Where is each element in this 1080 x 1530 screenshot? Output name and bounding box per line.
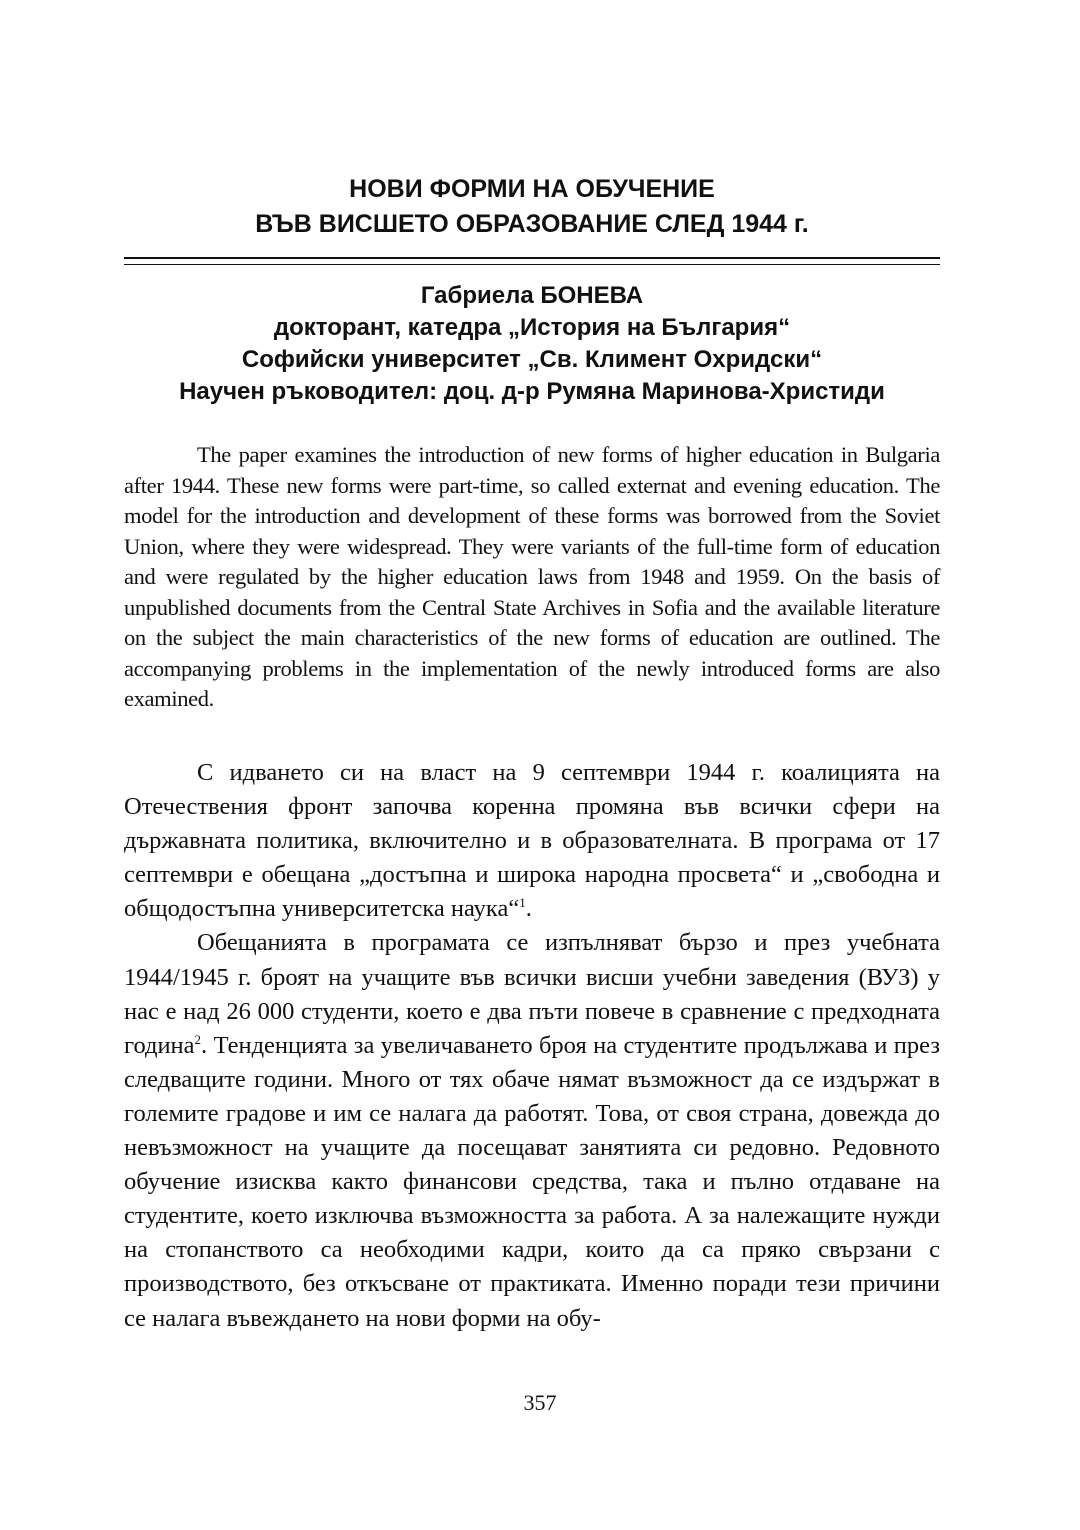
paragraph-1-end: .	[525, 895, 532, 923]
paragraph-2	[124, 926, 940, 1335]
footnote-ref-1[interactable]: 1	[519, 895, 526, 911]
footnote-ref-2[interactable]: 2	[194, 1031, 202, 1047]
author-name: Габриела БОНЕВА	[420, 282, 644, 309]
title-rule-thin	[124, 264, 940, 265]
abstract: The paper examines the introduction of new forms of higher education in Bulgaria after 1944. These new forms were part-time, so called externat and evening education. The model for the introduction and development of these forms was borrowed from the Soviet Union, where they were widespread. They were variants of the full-time form of education and were regulated by the higher education laws from 1948 and 1959. On the basis of unpublished documents from the Central State Archives in Sofia and the available literature on the subject the main characteristics of the new forms of education are outlined. The accompanying problems in the implementation of the newly introduced forms are also examined.	[124, 442, 940, 711]
title-rule-thick	[124, 257, 940, 259]
page-number: 357	[523, 1390, 557, 1415]
body-text	[124, 756, 940, 1336]
author-block	[124, 280, 940, 408]
author-university: Софийски университет „Св. Климент Охридски“	[241, 346, 823, 373]
paragraph-1	[124, 756, 940, 926]
author-position: докторант, катедра „История на България“	[273, 314, 791, 341]
author-supervisor: Научен ръководител: доц. д-р Румяна Маринова-Христиди	[179, 378, 885, 405]
paragraph-2-text-a: Обещанията в програмата се изпълняват бързо и през учебната 1944/1945 г. броят на учащите във всички висши учебни заведения (ВУЗ) у нас е над 26 000 студенти, което е два пъти повече в сравнение с предходната година	[124, 929, 940, 1059]
paragraph-1-text: С идването си на власт на 9 септември 1944 г. коалицията на Отечествения фронт започва коренна промяна във всички сфери на държавната политика, включително и в образователната. В програма от 17 септември е обещана „достъпна и широка народна просвета“ и „свободна и общодостъпна университетска наука“	[124, 759, 940, 923]
title-line-2: ВЪВ ВИСШЕТО ОБРАЗОВАНИЕ СЛЕД 1944 г.	[255, 210, 809, 238]
article-title	[124, 172, 940, 242]
title-line-1: НОВИ ФОРМИ НА ОБУЧЕНИЕ	[349, 175, 715, 203]
paragraph-2-text-b: . Тенденцията за увеличаването броя на студентите продължава и през следващите години. Много от тях обаче нямат възможност да се издържат в големите градове и им се налага да работят. Това, от своя страна, довежда до невъзможност на учащите да посещават занятията си редовно. Редовното обучение изисква както финансови средства, така и пълно отдаване на студентите, което изключва възможността за работа. А за належащите нужди на стопанството са необходими кадри, които да са пряко свързани с производството, без откъсване от практиката. Именно поради тези причини се налага въвеждането на нови форми на обу-	[124, 1031, 940, 1332]
